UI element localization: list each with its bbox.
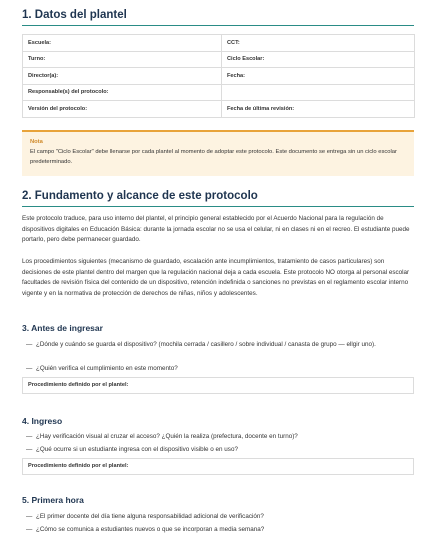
field-cct[interactable]: CCT: bbox=[222, 35, 415, 52]
section-5-heading: 5. Primera hora bbox=[22, 495, 84, 505]
section-4-heading: 4. Ingreso bbox=[22, 416, 63, 426]
field-turno[interactable]: Turno: bbox=[23, 51, 222, 68]
field-fecha[interactable]: Fecha: bbox=[222, 68, 415, 85]
section-3-heading: 3. Antes de ingresar bbox=[22, 323, 103, 333]
dash-bullet: — bbox=[26, 365, 33, 372]
dash-bullet: — bbox=[26, 341, 33, 348]
question-text: ¿Dónde y cuándo se guarda el dispositivo? (mochila cerrada / casillero / sobre individual / canasta de grupo — ellgir uno). bbox=[36, 341, 376, 348]
note-title: Nota bbox=[30, 139, 43, 145]
list-item bbox=[26, 340, 406, 350]
note-box bbox=[22, 130, 414, 176]
field-ciclo-escolar[interactable]: Ciclo Escolar: bbox=[222, 51, 415, 68]
question-text: ¿El primer docente del día tiene alguna responsabilidad adicional de verificación? bbox=[36, 513, 264, 520]
section-1-rule bbox=[22, 25, 414, 26]
procedure-field[interactable]: Procedimiento definido por el plantel: bbox=[22, 377, 414, 394]
procedure-field[interactable]: Procedimiento definido por el plantel: bbox=[22, 458, 414, 475]
list-item bbox=[26, 445, 406, 455]
table-row bbox=[23, 84, 415, 101]
section-2-heading: 2. Fundamento y alcance de este protocolo bbox=[22, 190, 258, 202]
question-text: ¿Cómo se comunica a estudiantes nuevos o que se incorporan a media semana? bbox=[36, 526, 265, 533]
field-fecha-revision[interactable]: Fecha de última revisión: bbox=[222, 101, 415, 118]
dash-bullet: — bbox=[26, 433, 33, 440]
field-empty[interactable] bbox=[222, 84, 415, 101]
list-item bbox=[26, 364, 406, 374]
question-text: ¿Qué ocurre si un estudiante ingresa con el dispositivo visible o en uso? bbox=[36, 446, 238, 453]
question-text: ¿Quién verifica el cumplimiento en este momento? bbox=[36, 365, 178, 372]
list-item bbox=[26, 525, 406, 535]
list-item bbox=[26, 432, 406, 442]
note-body: El campo "Ciclo Escolar" debe llenarse por cada plantel al momento de adoptar este protocolo. Este documento se entrega sin un ciclo escolar predeterminado. bbox=[30, 149, 397, 165]
school-data-table bbox=[22, 34, 415, 118]
question-text: ¿Hay verificación visual al cruzar el acceso? ¿Quién la realiza (prefectura, docente en turno)? bbox=[36, 433, 298, 440]
dash-bullet: — bbox=[26, 526, 33, 533]
section-1-heading: 1. Datos del plantel bbox=[22, 9, 127, 21]
paragraph: Este protocolo traduce, para uso interno del plantel, el principio general establecido por el Acuerdo Nacional para la regulación de dispositivos digitales en Educación Básica: durante la jornada escolar no se usa el celular, ni en clases ni en el recreo. El estudiante puede portarlo, pero debe permanecer guardado. bbox=[22, 215, 410, 244]
field-responsables[interactable]: Responsable(s) del protocolo: bbox=[23, 84, 222, 101]
field-escuela[interactable]: Escuela: bbox=[23, 35, 222, 52]
list-item bbox=[26, 512, 406, 522]
paragraph: Los procedimientos siguientes (mecanismo de guardado, escalación ante incumplimientos, tratamiento de casos particulares) son decisiones de este plantel dentro del margen que la regulación nacional deja a cada escuela. Este protocolo NO otorga al personal escolar facultades de revisión física del contenido de un dispositivo, retención indefinida o sanciones no previstas en el reglamento escolar interno vigente y en la normativa de protección de derechos de niñas, niños y adolescentes. bbox=[22, 258, 410, 298]
dash-bullet: — bbox=[26, 513, 33, 520]
section-2-rule bbox=[22, 206, 414, 207]
field-director[interactable]: Director(a): bbox=[23, 68, 222, 85]
table-row bbox=[23, 68, 415, 85]
table-row bbox=[23, 101, 415, 118]
table-row bbox=[23, 51, 415, 68]
field-version[interactable]: Versión del protocolo: bbox=[23, 101, 222, 118]
dash-bullet: — bbox=[26, 446, 33, 453]
table-row bbox=[23, 35, 415, 52]
